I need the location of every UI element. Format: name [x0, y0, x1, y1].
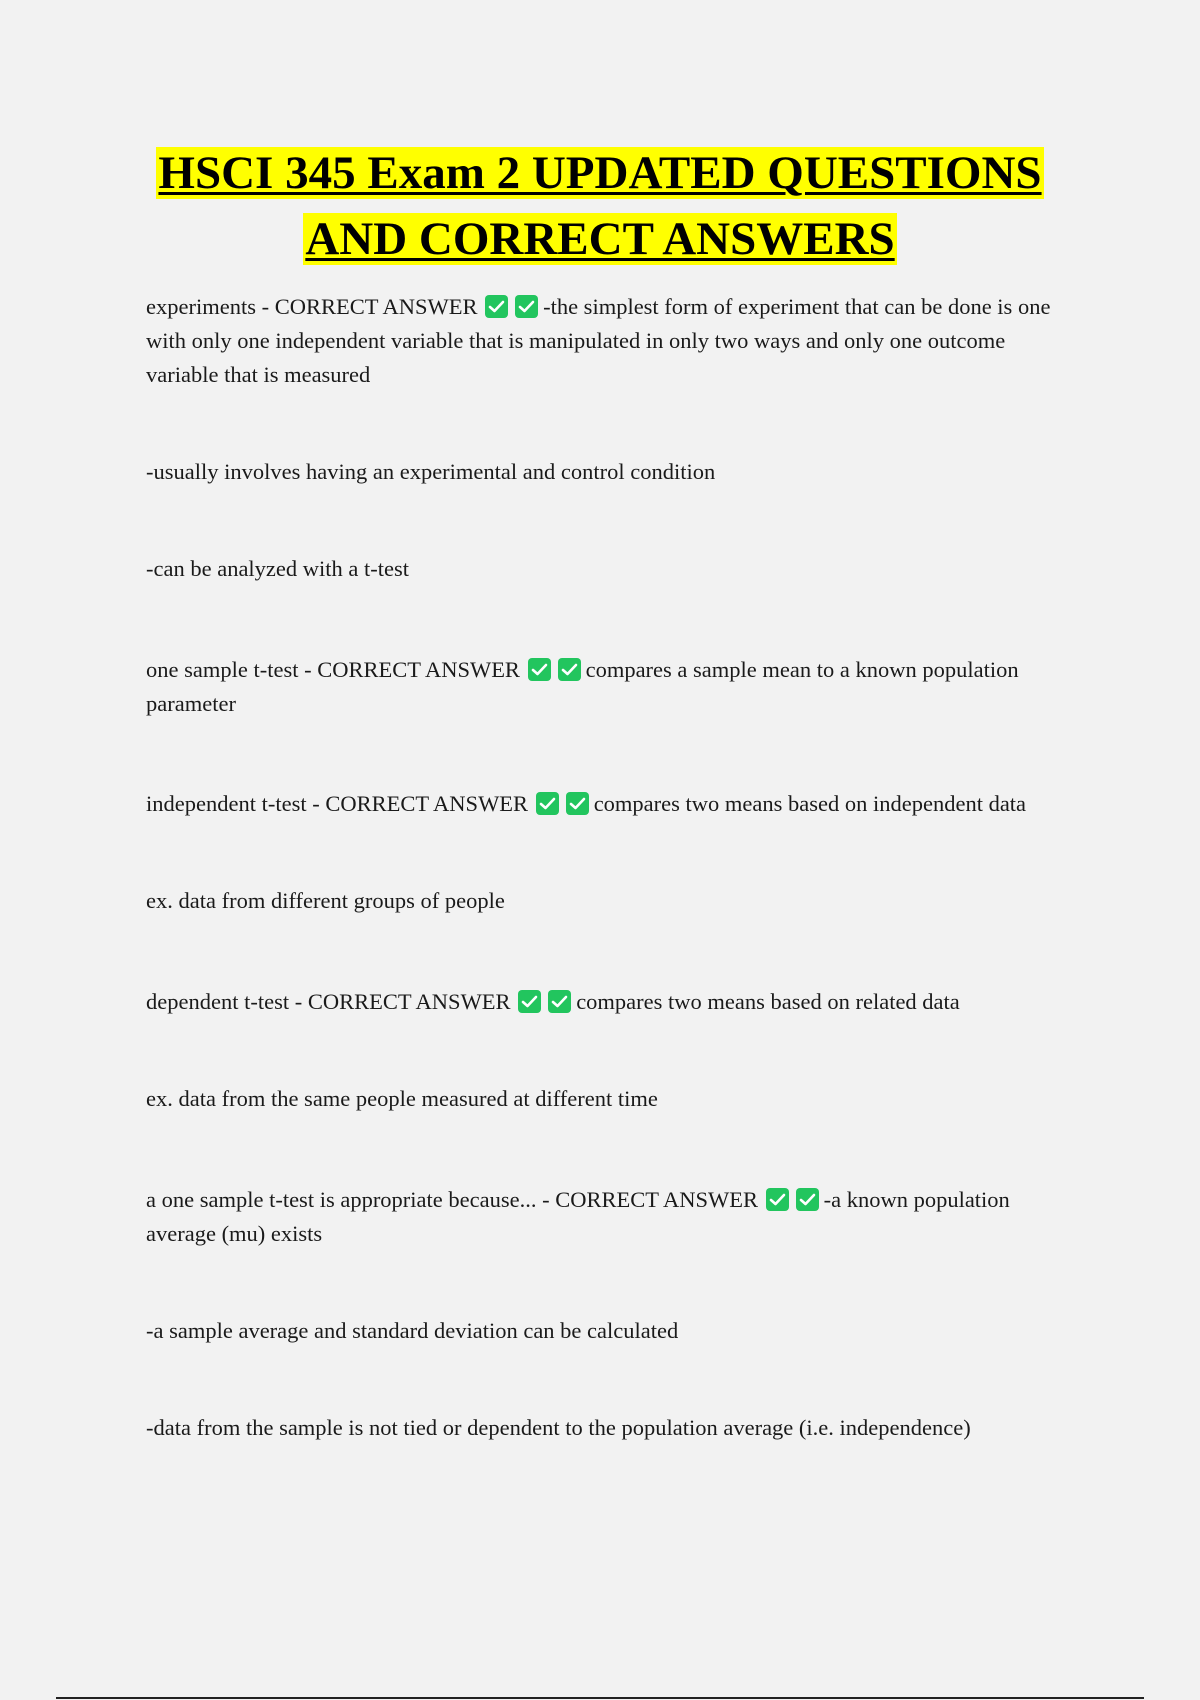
- qa-answer: -the simplest form of experiment that can be done is one with only one independent variable that is manipulated in only two ways and only one outcome variable that is measured: [146, 294, 1051, 387]
- qa-term: independent t-test - CORRECT ANSWER: [146, 791, 529, 816]
- footer-divider: [56, 1697, 1144, 1699]
- qa-extra: -usually involves having an experimental and control condition: [146, 459, 716, 484]
- qa-term: a one sample t-test is appropriate because... - CORRECT ANSWER: [146, 1187, 758, 1212]
- qa-item: [146, 653, 1066, 721]
- qa-extra: ex. data from the same people measured at different time: [146, 1086, 658, 1111]
- check-mark-icon: [528, 658, 551, 681]
- check-mark-icon: [485, 295, 508, 318]
- qa-answer: compares two means based on related data: [576, 989, 960, 1014]
- check-mark-icon: [796, 1188, 819, 1211]
- check-mark-icon: [536, 792, 559, 815]
- qa-answer: compares two means based on independent data: [593, 791, 1027, 816]
- qa-answer: -a known population average (mu) exists: [146, 1187, 1010, 1246]
- qa-term: experiments - CORRECT ANSWER: [146, 294, 478, 319]
- title-line-1: HSCI 345 Exam 2 UPDATED QUESTIONS: [158, 147, 1042, 199]
- qa-item: [146, 1183, 1066, 1251]
- check-mark-icon: [558, 658, 581, 681]
- check-mark-icon: [515, 295, 538, 318]
- check-mark-icon: [766, 1188, 789, 1211]
- qa-item: [146, 290, 1066, 392]
- qa-item: [146, 985, 1066, 1019]
- title-line-2: AND CORRECT ANSWERS: [305, 213, 895, 265]
- qa-extra: -can be analyzed with a t-test: [146, 556, 410, 581]
- document-title: [100, 140, 1100, 272]
- qa-extra: -data from the sample is not tied or dependent to the population average (i.e. independence): [146, 1415, 971, 1440]
- qa-extra: ex. data from different groups of people: [146, 888, 505, 913]
- check-mark-icon: [548, 990, 571, 1013]
- qa-term: dependent t-test - CORRECT ANSWER: [146, 989, 511, 1014]
- document-body: [146, 290, 1066, 1445]
- check-mark-icon: [566, 792, 589, 815]
- qa-extra: -a sample average and standard deviation can be calculated: [146, 1318, 679, 1343]
- qa-item: [146, 787, 1066, 821]
- qa-term: one sample t-test - CORRECT ANSWER: [146, 657, 520, 682]
- qa-answer: compares a sample mean to a known population parameter: [146, 657, 1019, 716]
- check-mark-icon: [518, 990, 541, 1013]
